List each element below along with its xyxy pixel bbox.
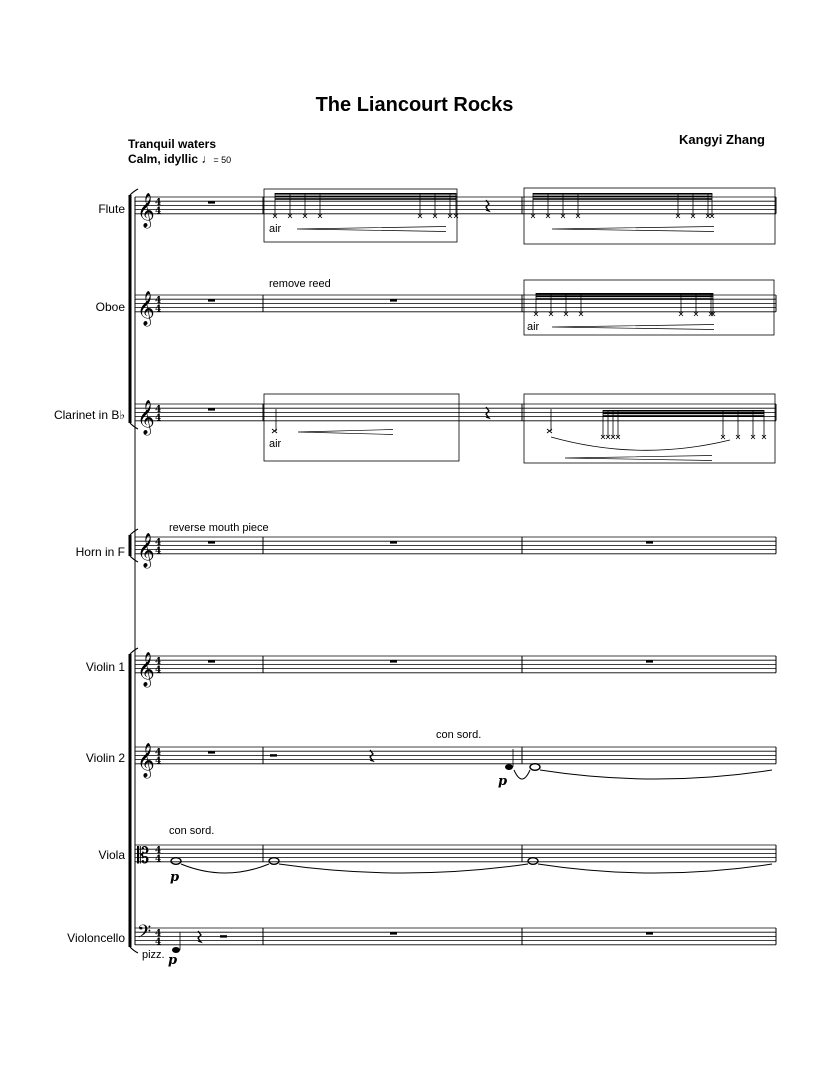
treble-clef-icon: 𝄞	[137, 532, 155, 568]
instrument-name-oboe: Oboe	[95, 300, 125, 314]
flute-air-notes-beam	[275, 198, 456, 200]
clarinet-slur	[551, 437, 730, 450]
metronome-value: = 50	[213, 155, 232, 165]
flute-air-notes-2-beam	[533, 193, 712, 195]
violin2-whole-note	[530, 764, 540, 771]
time-signature-bottom: 4	[155, 937, 162, 948]
oboe-remove-reed-label: remove reed	[269, 278, 331, 290]
time-signature-bottom: 4	[155, 665, 162, 676]
whole-rest	[208, 751, 215, 753]
time-signature-top: 4	[155, 657, 162, 667]
whole-rest	[208, 408, 215, 410]
oboe-crescendo	[552, 325, 714, 330]
clarinet-notes-beam	[603, 413, 764, 415]
instrument-name-viola: Viola	[98, 848, 125, 862]
tempo-marking-label: Calm, idyllic	[128, 152, 199, 166]
flute-air-notes-2-beam	[533, 196, 712, 198]
time-signature-bottom: 4	[155, 854, 162, 865]
instrument-name-clarinet: Clarinet in B♭	[53, 408, 125, 422]
cello-pizz-label: pizz.	[142, 949, 165, 961]
oboe-air-label: air	[527, 321, 540, 333]
flute-air-notes-beam	[275, 193, 456, 195]
strings-bracket-bottom	[130, 947, 138, 953]
flute-air-notes-2-beam	[533, 198, 712, 200]
flute-crescendo-2	[552, 227, 714, 232]
whole-rest	[390, 932, 397, 934]
violin2-con-sord-label: con sord.	[436, 729, 482, 741]
time-signature-top: 4	[155, 748, 162, 758]
instrument-name-violin1: Violin 1	[85, 660, 125, 674]
instrument-name-violin2: Violin 2	[85, 751, 125, 765]
clarinet-notes-beam	[603, 410, 764, 412]
viola-whole-note	[171, 858, 181, 865]
instrument-name-flute: Flute	[98, 202, 125, 216]
time-signature-bottom: 4	[155, 756, 162, 767]
time-signature-top: 4	[155, 198, 162, 208]
violin2-dynamic: p	[498, 774, 508, 789]
clarinet-air-label: air	[269, 438, 282, 450]
cello-dynamic: p	[168, 953, 178, 968]
whole-rest	[208, 201, 215, 203]
time-signature-top: 4	[155, 929, 162, 939]
instrument-name-horn: Horn in F	[75, 545, 125, 559]
clarinet-crescendo	[298, 430, 393, 435]
whole-rest	[390, 660, 397, 662]
time-signature-top: 4	[155, 296, 162, 306]
oboe-air-notes-beam	[536, 293, 713, 295]
treble-clef-icon: 𝄞	[137, 399, 155, 435]
time-signature-top: 4	[155, 846, 162, 856]
clarinet-notes-beam	[603, 415, 764, 417]
violin2-eighth-note	[505, 764, 513, 770]
time-signature-bottom: 4	[155, 206, 162, 217]
violin2-tie	[514, 770, 530, 779]
clarinet-crescendo-2	[565, 456, 712, 461]
oboe-air-notes-beam	[536, 296, 713, 298]
whole-rest	[208, 660, 215, 662]
composer-name: Kangyi Zhang	[679, 132, 765, 147]
whole-rest	[646, 660, 653, 662]
whole-rest	[646, 932, 653, 934]
viola-tie	[181, 864, 269, 873]
viola-tie-3	[538, 864, 772, 873]
time-signature-bottom: 4	[155, 413, 162, 424]
horn-technique-label: reverse mouth piece	[169, 522, 269, 534]
viola-whole-note-3	[528, 858, 538, 865]
time-signature-top: 4	[155, 538, 162, 548]
bass-clef-icon: 𝄢	[137, 922, 152, 947]
time-signature-bottom: 4	[155, 304, 162, 315]
violin2-tie-2	[540, 770, 772, 779]
treble-clef-icon: 𝄞	[137, 742, 155, 778]
treble-clef-icon: 𝄞	[137, 651, 155, 687]
viola-whole-note-2	[269, 858, 279, 865]
alto-clef-icon: 𝄡	[137, 843, 150, 869]
cello-quarter-note	[172, 947, 180, 953]
instrument-name-cello: Violoncello	[67, 931, 125, 945]
flute-air-notes-beam	[275, 196, 456, 198]
treble-clef-icon: 𝄞	[137, 192, 155, 228]
time-signature-bottom: 4	[155, 546, 162, 557]
whole-rest	[208, 299, 215, 301]
score-title: The Liancourt Rocks	[315, 94, 514, 116]
time-signature-top: 4	[155, 405, 162, 415]
viola-dynamic: p	[170, 870, 180, 885]
whole-rest	[390, 541, 397, 543]
tempo-text: Tranquil waters	[128, 137, 217, 151]
half-rest	[220, 935, 227, 937]
viola-con-sord-label: con sord.	[169, 825, 215, 837]
whole-rest	[208, 541, 215, 543]
whole-rest	[646, 541, 653, 543]
treble-clef-icon: 𝄞	[137, 290, 155, 326]
oboe-air-notes-beam	[536, 298, 713, 300]
flute-crescendo	[297, 227, 446, 232]
flute-air-label: air	[269, 223, 282, 235]
viola-tie-2	[279, 864, 528, 873]
whole-rest	[390, 299, 397, 301]
metronome-symbol: ♩	[201, 152, 214, 166]
half-rest	[270, 754, 277, 756]
